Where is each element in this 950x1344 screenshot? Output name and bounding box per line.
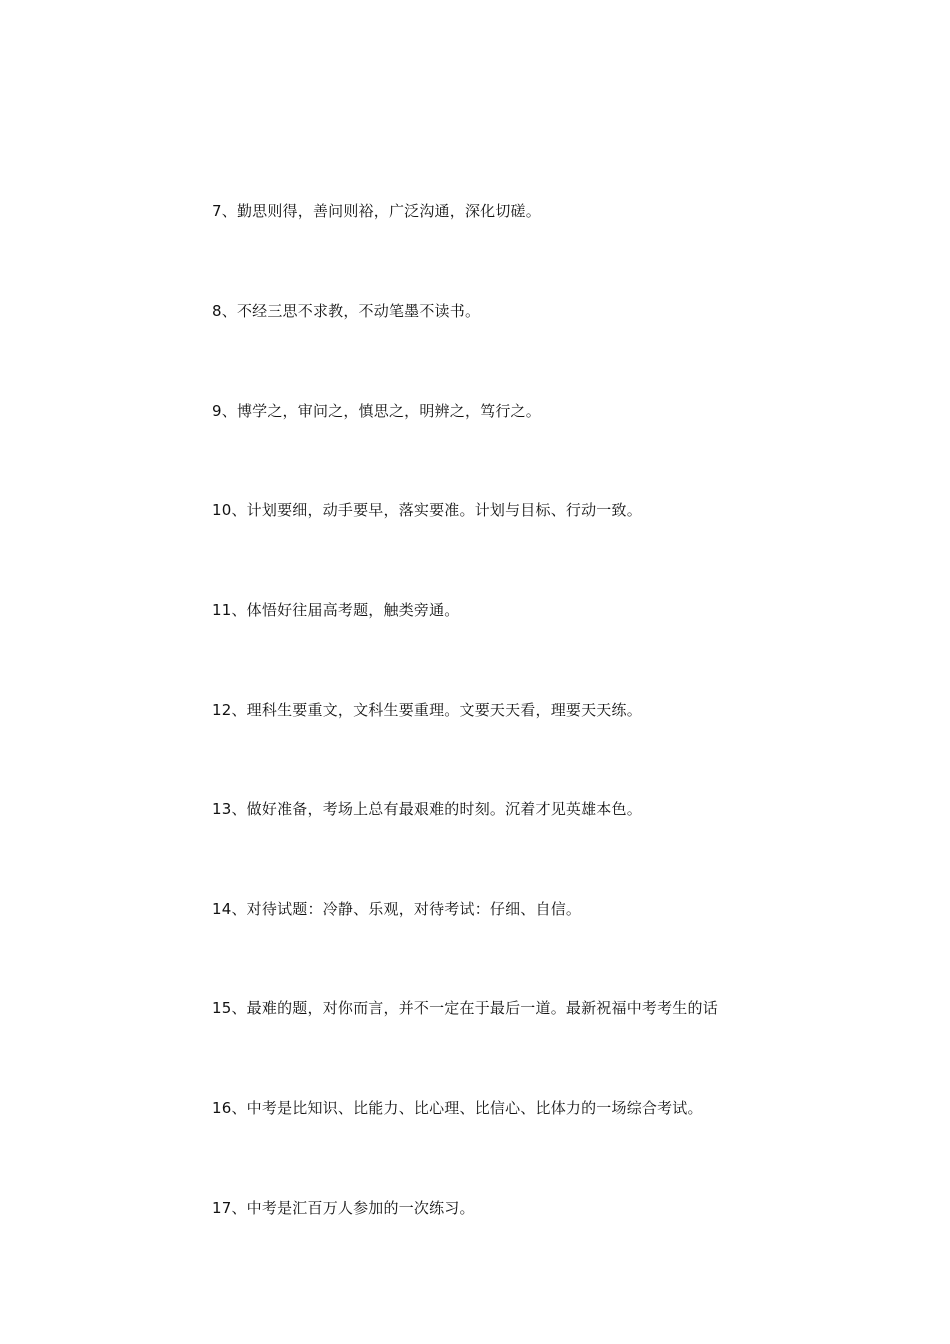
text-line-8: 8、不经三思不求教，不动笔墨不读书。 — [212, 302, 481, 320]
text-line-11: 11、体悟好往届高考题，触类旁通。 — [212, 601, 460, 619]
text-line-12: 12、理科生要重文，文科生要重理。文要天天看，理要天天练。 — [212, 701, 642, 719]
text-line-10: 10、计划要细，动手要早，落实要准。计划与目标、行动一致。 — [212, 501, 642, 519]
text-line-15: 15、最难的题，对你而言，并不一定在于最后一道。最新祝福中考考生的话 — [212, 999, 718, 1017]
text-line-16: 16、中考是比知识、比能力、比心理、比信心、比体力的一场综合考试。 — [212, 1099, 703, 1117]
text-line-13: 13、做好准备，考场上总有最艰难的时刻。沉着才见英雄本色。 — [212, 800, 642, 818]
text-line-14: 14、对待试题：冷静、乐观，对待考试：仔细、自信。 — [212, 900, 582, 918]
text-line-7: 7、勤思则得，善问则裕，广泛沟通，深化切磋。 — [212, 202, 541, 220]
text-line-9: 9、博学之，审问之，慎思之，明辨之，笃行之。 — [212, 402, 541, 420]
text-line-17: 17、中考是汇百万人参加的一次练习。 — [212, 1199, 475, 1217]
